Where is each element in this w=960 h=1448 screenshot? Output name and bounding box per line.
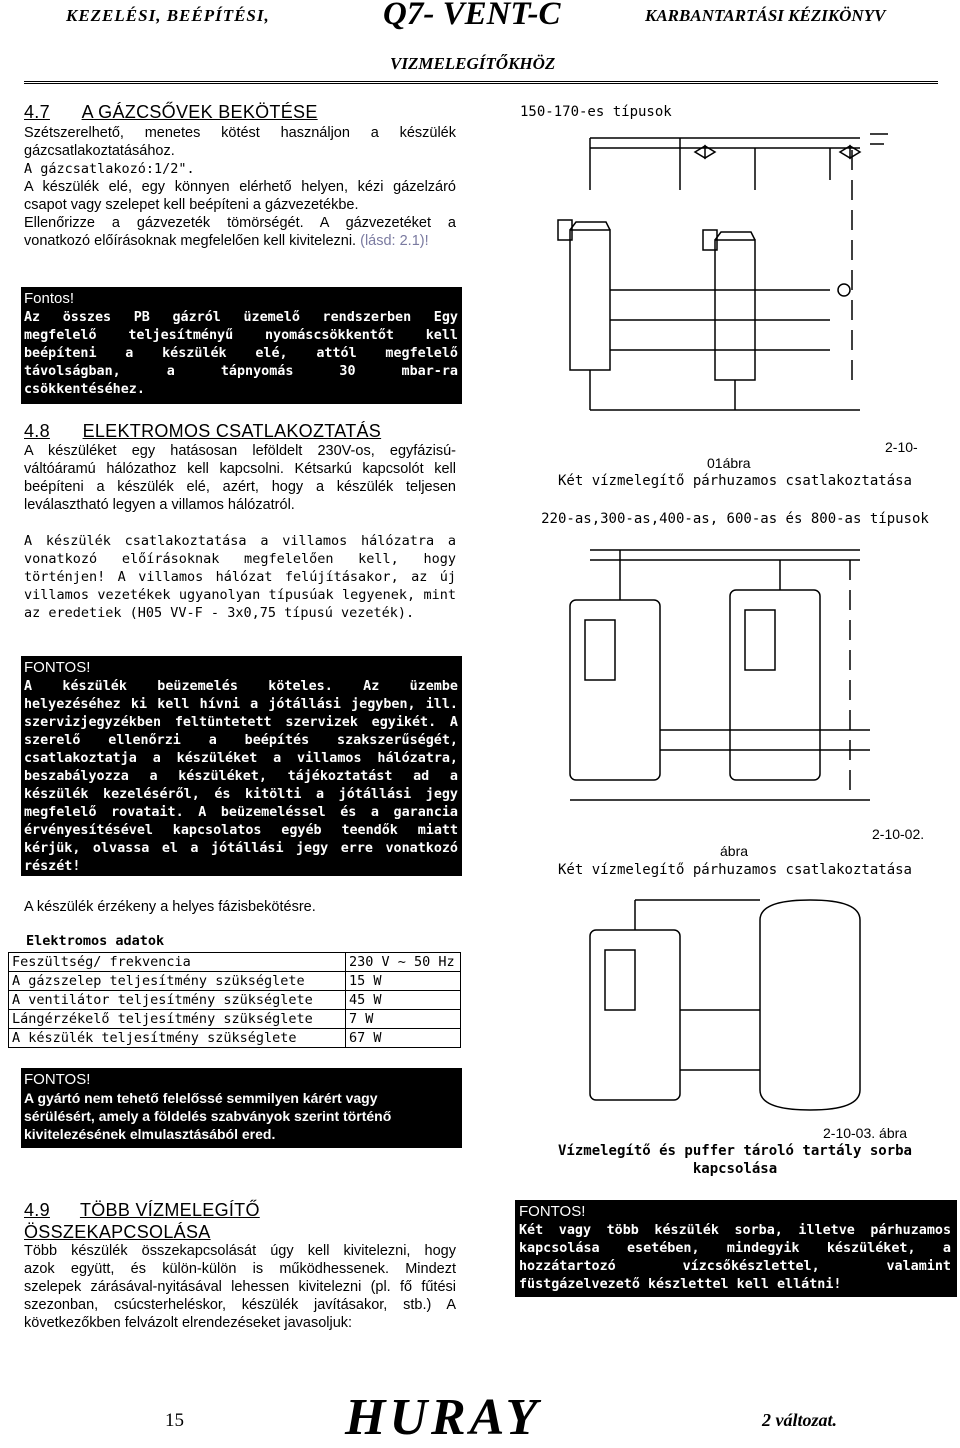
figure-3-number: 2-10-03. ábra (823, 1125, 908, 1141)
warning-title: Fontos! (24, 290, 75, 307)
text-line: készülék kezeléséről, és kitölti a jótállási jegy (24, 787, 458, 802)
figure-1-number-a: 2-10- (885, 439, 918, 455)
section-title: ELEKTROMOS CSATLAKOZTATÁS (82, 421, 382, 441)
text-line: villamos vezetékek ugyanolyan típusúak legyenek, mint (24, 587, 456, 603)
text-line: megfelelő rovatait. A beüzemeléssel és a garancia (24, 805, 458, 820)
header-rule (24, 81, 938, 84)
table-cell-label: A ventilátor teljesítmény szükséglete (9, 991, 346, 1010)
text-line: gázcsatlakoztatásához. (24, 143, 175, 159)
table-cell-value: 15 W (346, 972, 461, 991)
version-label: 2 változat. (762, 1410, 837, 1430)
text-line: leválasztható legyen a villamos hálózatról. (24, 497, 295, 513)
table-cell-value: 7 W (346, 1010, 461, 1029)
text-line: csatlakoztatja a készüléket a villamos hálózatra, (24, 751, 458, 766)
text-line: részét! (24, 859, 81, 874)
figure-2-abra: ábra (720, 843, 749, 859)
text-line: távolságban, a tápnyomás 30 mbar-ra (24, 364, 458, 379)
header-right: KARBANTARTÁSI KÉZIKÖNYV (645, 6, 886, 25)
section-title-line-2: ÖSSZEKAPCSOLÁSA (24, 1222, 211, 1242)
page-number: 15 (165, 1410, 184, 1431)
section-4-9-body (24, 1242, 456, 1332)
section-4-9-heading (24, 1199, 260, 1243)
electrical-data-title: Elektromos adatok (26, 933, 165, 949)
warning-box-grounding (21, 1068, 462, 1148)
text-line: A gázcsatlakozó:1/2". (24, 161, 195, 177)
section-4-8-heading (24, 421, 381, 442)
table-row (9, 972, 461, 991)
figure-2-diagram (530, 530, 930, 830)
table-cell-label: Feszültség/ frekvencia (9, 953, 346, 972)
text-line: következőkben felvázolt elrendezéseket javasoljuk: (24, 1315, 353, 1331)
text-line: beépíteni a készülék elé, azért, hogy a készülék teljesen (24, 479, 456, 495)
figure-1-diagram (530, 120, 930, 420)
text-line: füstgázelvezető készlettel kell ellátni! (519, 1277, 842, 1292)
figure-2-caption: Két vízmelegítő párhuzamos csatlakoztatása (557, 862, 912, 878)
table-cell-label: A gázszelep teljesítmény szükséglete (9, 972, 346, 991)
section-number: 4.9 (24, 1200, 50, 1220)
table-row (9, 953, 461, 972)
caption-line: kapcsolása (692, 1161, 778, 1177)
text-line: szervizjegyzékben feltüntetett szervizek egyikét. A (24, 715, 458, 730)
text-line: szezonban, csúcsterheléskor, készülék javításakor, stb.) A (24, 1297, 456, 1313)
text-line: vonatkozó előírásoknak megfelelően kell, hogy (24, 551, 456, 567)
warning-title: FONTOS! (24, 659, 91, 676)
text-line: Az összes PB gázról üzemelő rendszerben Egy (24, 310, 458, 325)
electrical-data-table (8, 952, 461, 1048)
text-line: szerelő ellenőrzi a beépítés szakszerűségét, (24, 733, 458, 748)
cross-reference: (lásd: 2.1)! (360, 233, 429, 249)
text-line: A gyártó nem tehető felelőssé semmilyen kárért vagy (24, 1090, 378, 1106)
warning-text (24, 1089, 458, 1143)
text-line: Ellenőrizze a gázvezeték tömörségét. A gázvezetéket a (24, 215, 456, 231)
figure-1-caption: Két vízmelegítő párhuzamos csatlakoztatása (557, 473, 912, 489)
table-row (9, 1029, 461, 1048)
text-line: sérülésért, amely a földelés szabványok szerint történő (24, 1108, 392, 1124)
text-line: csapot vagy szelepet kell beépíteni a gázvezetékbe. (24, 197, 359, 213)
text-line: helyezéséhez ki kell hívni a jótállási jegyben, ill. (24, 697, 458, 712)
text-line (24, 232, 456, 250)
warning-text (24, 678, 458, 876)
section-title: A GÁZCSŐVEK BEKÖTÉSE (81, 102, 318, 122)
section-number: 4.8 (24, 421, 50, 441)
figure-2-types: 220-as,300-as,400-as, 600-as és 800-as típusok (541, 511, 929, 527)
table-cell-value: 45 W (346, 991, 461, 1010)
warning-text (24, 309, 458, 399)
text-line: az eredetiek (H05 VV-F - 3x0,75 típusú vezeték). (24, 605, 415, 621)
figure-3-diagram (530, 890, 930, 1120)
text-line: beszabályozza a készüléket, tájékoztatást ad a (24, 769, 458, 784)
table-cell-value: 67 W (346, 1029, 461, 1048)
text-line: A készüléket egy hatásosan leföldelt 230V-os, egyfázisú- (24, 443, 456, 459)
text-line: A készülék beüzemelés köteles. Az üzembe (24, 679, 458, 694)
table-row (9, 991, 461, 1010)
text-line: A készülék csatlakoztatása a villamos hálózatra a (24, 533, 456, 549)
text-line: kapcsolása esetében, mindegyik készüléket, a (519, 1241, 951, 1256)
text-line: csökkentéséhez. (24, 382, 145, 397)
text-line: megfelelő teljesítményű nyomáscsökkentőt kell (24, 328, 458, 343)
header-left: KEZELÉSI, BEÉPÍTÉSI, (66, 6, 270, 25)
section-4-7-heading (24, 102, 318, 123)
text-span: vonatkozó előírásoknak megfelelően kell kivitelezni. (24, 233, 357, 249)
table-cell-value: 230 V ~ 50 Hz (346, 953, 461, 972)
header-subtitle: VIZMELEGÍTŐKHÖZ (390, 54, 556, 73)
section-4-8-body-2 (24, 532, 456, 622)
text-line: hozzátartozó vízcsőkészlettel, valamint (519, 1259, 951, 1274)
warning-box-pb-gas (21, 287, 462, 404)
figure-3-caption (520, 1142, 950, 1178)
section-4-8-body-1 (24, 442, 456, 514)
huray-logo: HURAY (345, 1389, 542, 1446)
table-cell-label: Lángérzékelő teljesítmény szükséglete (9, 1010, 346, 1029)
warning-box-commissioning (21, 656, 462, 876)
figure-2-number: 2-10-02. (872, 826, 925, 842)
text-line: Több készülék összekapcsolását úgy kell kivitelezni, hogy (24, 1243, 456, 1259)
warning-text (519, 1222, 951, 1294)
figure-1-types: 150-170-es típusok (520, 104, 672, 120)
table-cell-label: A készülék teljesítmény szükséglete (9, 1029, 346, 1048)
text-line: szelepek zárásával-nyitásával lehessen kivitelezni (pl. fő fűtési (24, 1279, 456, 1295)
heading-line (24, 1199, 260, 1221)
warning-title: FONTOS! (24, 1071, 91, 1088)
header-title: Q7- VENT-C (383, 0, 561, 32)
text-line: érvényesítésével kapcsolatos egyéb teendők miatt (24, 823, 458, 838)
text-line: Két vagy több készülék sorba, illetve párhuzamos (519, 1223, 951, 1238)
text-line: kérjük, olvassa el a jótállási jegy erre vonatkozó (24, 841, 458, 856)
text-line: Szétszerelhető, menetes kötést használjon a készülék (24, 125, 456, 141)
text-line: váltóáramú hálózathoz kell kapcsolni. Kétsarkú kapcsolót kell (24, 461, 456, 477)
section-4-7-body (24, 124, 456, 250)
text-line: A készülék elé, egy könnyen elérhető helyen, kézi gázelzáró (24, 179, 456, 195)
section-number: 4.7 (24, 102, 50, 122)
warning-title: FONTOS! (519, 1203, 586, 1220)
figure-1-number-b: 01ábra (707, 455, 751, 471)
text-line: történjen! A villamos hálózat felújításakor, az új (24, 569, 456, 585)
text-line: kivitelezésének elmulasztásából ered. (24, 1126, 276, 1142)
section-title: TÖBB VÍZMELEGÍTŐ (79, 1200, 260, 1220)
warning-box-multiple-units (515, 1200, 957, 1297)
table-row (9, 1010, 461, 1029)
text-line: beépíteni a készülék elé, attól megfelelő (24, 346, 458, 361)
caption-line: Vízmelegítő és puffer tároló tartály sorba (557, 1143, 912, 1159)
text-line: azok együtt, és külön-külön is működhessenek. Mindezt (24, 1261, 456, 1277)
phase-note: A készülék érzékeny a helyes fázisbekötésre. (24, 899, 316, 915)
